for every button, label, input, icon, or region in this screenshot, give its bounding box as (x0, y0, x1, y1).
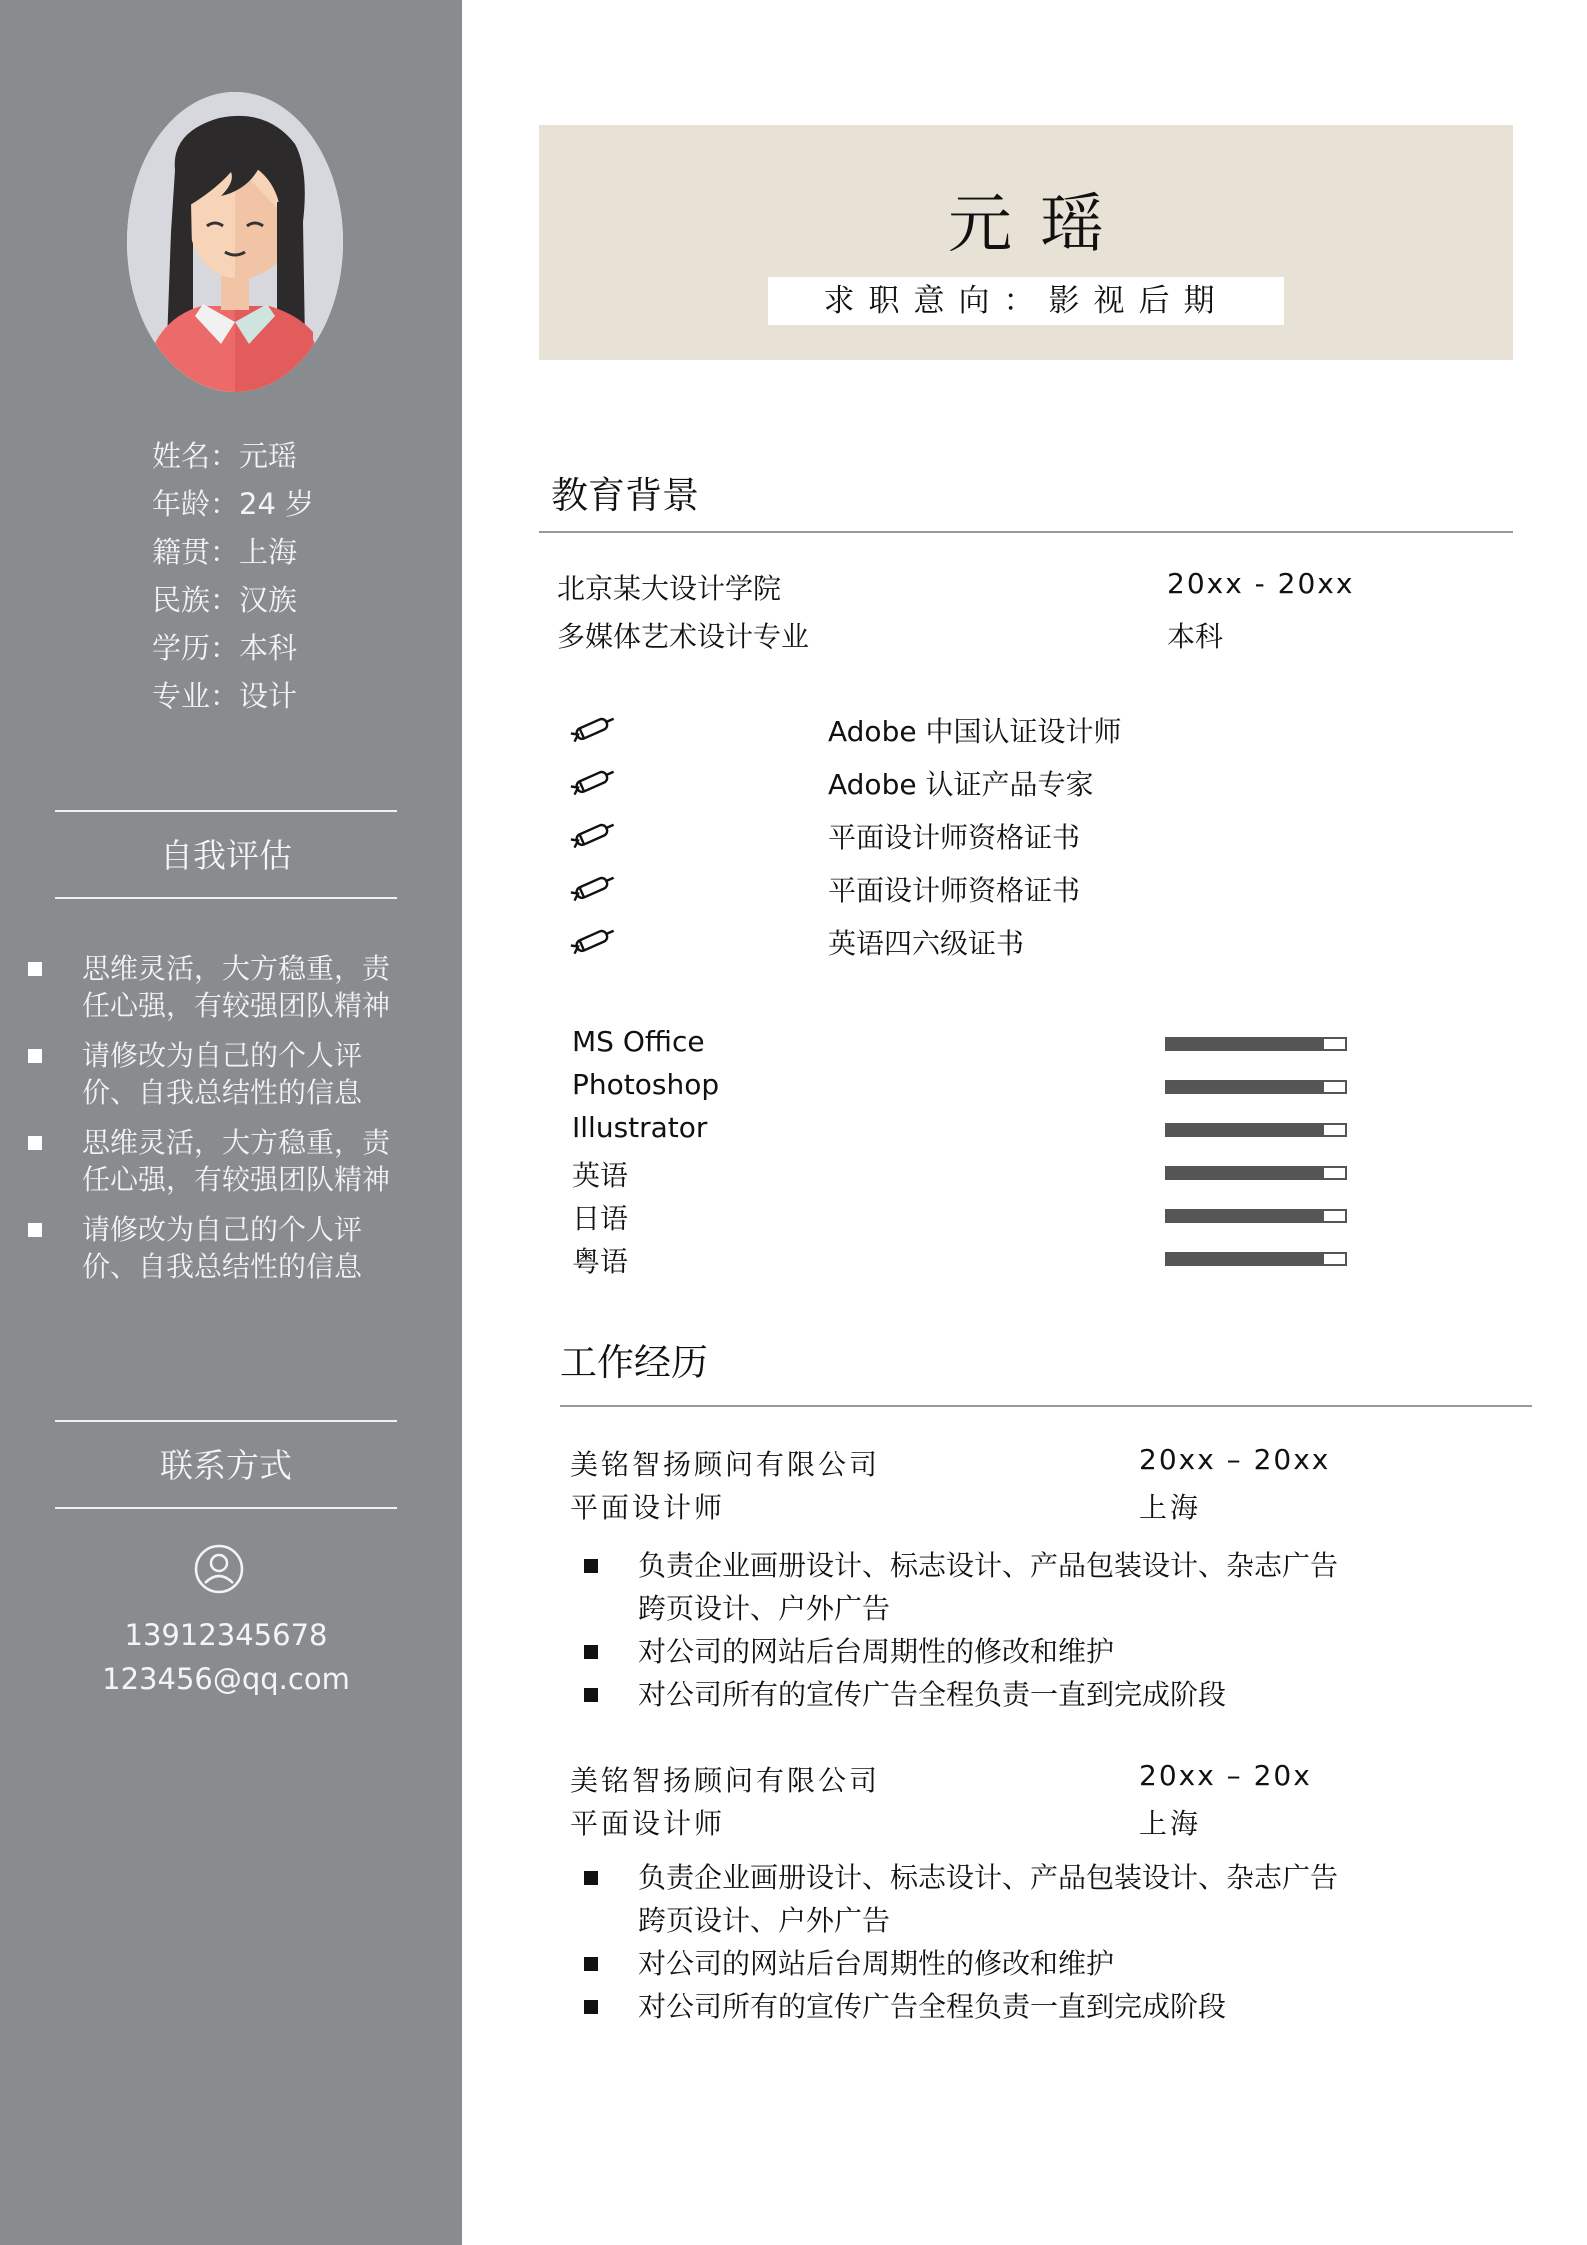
skill-level-fill (1167, 1211, 1324, 1221)
candidate-name: 元瑶 (948, 188, 1132, 262)
self-eval-heading: 自我评估 (160, 836, 292, 875)
info-hometown: 籍贯：上海 (152, 535, 298, 569)
divider (560, 1405, 1532, 1407)
duty-text: 对公司所有的宣传广告全程负责一直到完成阶段 (638, 1990, 1227, 2023)
bullet-square-icon (584, 2000, 598, 2014)
skill-name: MS Office (572, 1025, 705, 1058)
list-item (584, 1856, 1344, 1942)
divider (55, 897, 397, 899)
list-item (26, 950, 416, 1024)
company-name: 美铭智扬顾问有限公司 (570, 1448, 881, 1481)
duty-text: 对公司所有的宣传广告全程负责一直到完成阶段 (638, 1678, 1227, 1711)
job-years: 20xx – 20xx (1139, 1443, 1331, 1476)
eval-text: 思维灵活，大方稳重，责任心强，有较强团队精神 (82, 952, 391, 1022)
education-years: 20xx - 20xx (1167, 567, 1355, 600)
avatar-illustration (127, 92, 343, 392)
job-intent: 求职意向：影视后期 (823, 283, 1229, 319)
duty-text: 对公司的网站后台周期性的修改和维护 (638, 1635, 1115, 1668)
info-ethnicity: 民族：汉族 (152, 583, 298, 617)
skill-name: Photoshop (572, 1068, 720, 1101)
skill-level-fill (1167, 1168, 1324, 1178)
diploma-scroll-icon (568, 818, 618, 852)
bullet-square-icon (28, 1223, 42, 1237)
diploma-scroll-icon (568, 924, 618, 958)
eval-text: 请修改为自己的个人评价、自我总结性的信息 (82, 1039, 363, 1109)
avatar (127, 92, 343, 392)
skill-level-bar (1165, 1037, 1347, 1051)
list-item (584, 1544, 1344, 1630)
info-education: 学历：本科 (152, 631, 298, 665)
divider (55, 810, 397, 812)
bullet-square-icon (584, 1645, 598, 1659)
diploma-scroll-icon (568, 871, 618, 905)
skill-level-bar (1165, 1166, 1347, 1180)
list-item (584, 1985, 1344, 2028)
skill-name: 粤语 (572, 1245, 629, 1278)
duty-text: 负责企业画册设计、标志设计、产品包装设计、杂志广告跨页设计、户外广告 (638, 1549, 1339, 1625)
user-circle-icon (193, 1543, 245, 1595)
duty-text: 对公司的网站后台周期性的修改和维护 (638, 1947, 1115, 1980)
certificate-name: 平面设计师资格证书 (828, 874, 1081, 907)
duty-list (584, 1544, 1344, 1716)
eval-text: 思维灵活，大方稳重，责任心强，有较强团队精神 (82, 1126, 391, 1196)
job-location: 上海 (1139, 1491, 1202, 1524)
certificate-name: 平面设计师资格证书 (828, 821, 1081, 854)
certificate-name: Adobe 认证产品专家 (828, 768, 1094, 801)
certificate-name: 英语四六级证书 (828, 927, 1025, 960)
company-name: 美铭智扬顾问有限公司 (570, 1764, 881, 1797)
diploma-scroll-icon (568, 712, 618, 746)
major-name: 多媒体艺术设计专业 (557, 620, 810, 653)
eval-text: 请修改为自己的个人评价、自我总结性的信息 (82, 1213, 363, 1283)
skill-level-bar (1165, 1080, 1347, 1094)
skill-level-fill (1167, 1082, 1324, 1092)
education-heading: 教育背景 (551, 474, 699, 517)
duty-list (584, 1856, 1344, 2028)
job-intent-box (768, 277, 1284, 325)
header-banner (539, 125, 1513, 360)
list-item (584, 1630, 1344, 1673)
divider (55, 1420, 397, 1422)
bullet-square-icon (584, 1559, 598, 1573)
email-address: 123456@qq.com (102, 1662, 350, 1696)
diploma-scroll-icon (568, 765, 618, 799)
list-item (584, 1942, 1344, 1985)
school-name: 北京某大设计学院 (557, 572, 782, 605)
duty-text: 负责企业画册设计、标志设计、产品包装设计、杂志广告跨页设计、户外广告 (638, 1861, 1339, 1937)
sidebar (0, 0, 462, 2245)
work-heading: 工作经历 (560, 1341, 708, 1384)
skill-level-fill (1167, 1039, 1324, 1049)
info-age: 年龄：24 岁 (152, 487, 315, 521)
degree: 本科 (1167, 620, 1224, 653)
list-item (26, 1211, 416, 1285)
skill-level-bar (1165, 1252, 1347, 1266)
info-major: 专业：设计 (152, 679, 298, 713)
skill-level-bar (1165, 1123, 1347, 1137)
skill-level-fill (1167, 1125, 1324, 1135)
contact-heading: 联系方式 (160, 1446, 292, 1485)
bullet-square-icon (28, 962, 42, 976)
skill-level-bar (1165, 1209, 1347, 1223)
bullet-square-icon (584, 1871, 598, 1885)
info-name: 姓名：元瑶 (152, 439, 298, 473)
personal-info-list (152, 432, 314, 720)
list-item (26, 1124, 416, 1198)
certificate-name: Adobe 中国认证设计师 (828, 715, 1122, 748)
bullet-square-icon (584, 1957, 598, 1971)
list-item (26, 1037, 416, 1111)
skill-name: Illustrator (572, 1111, 708, 1144)
list-item (584, 1673, 1344, 1716)
job-location: 上海 (1139, 1807, 1202, 1840)
self-eval-list (26, 950, 416, 1298)
job-position: 平面设计师 (570, 1807, 726, 1840)
job-position: 平面设计师 (570, 1491, 726, 1524)
skill-level-fill (1167, 1254, 1324, 1264)
phone-number: 13912345678 (124, 1618, 328, 1652)
bullet-square-icon (584, 1688, 598, 1702)
divider (539, 531, 1513, 533)
skill-name: 英语 (572, 1159, 629, 1192)
bullet-square-icon (28, 1049, 42, 1063)
bullet-square-icon (28, 1136, 42, 1150)
divider (55, 1507, 397, 1509)
skill-name: 日语 (572, 1202, 629, 1235)
job-years: 20xx – 20x (1139, 1759, 1312, 1792)
